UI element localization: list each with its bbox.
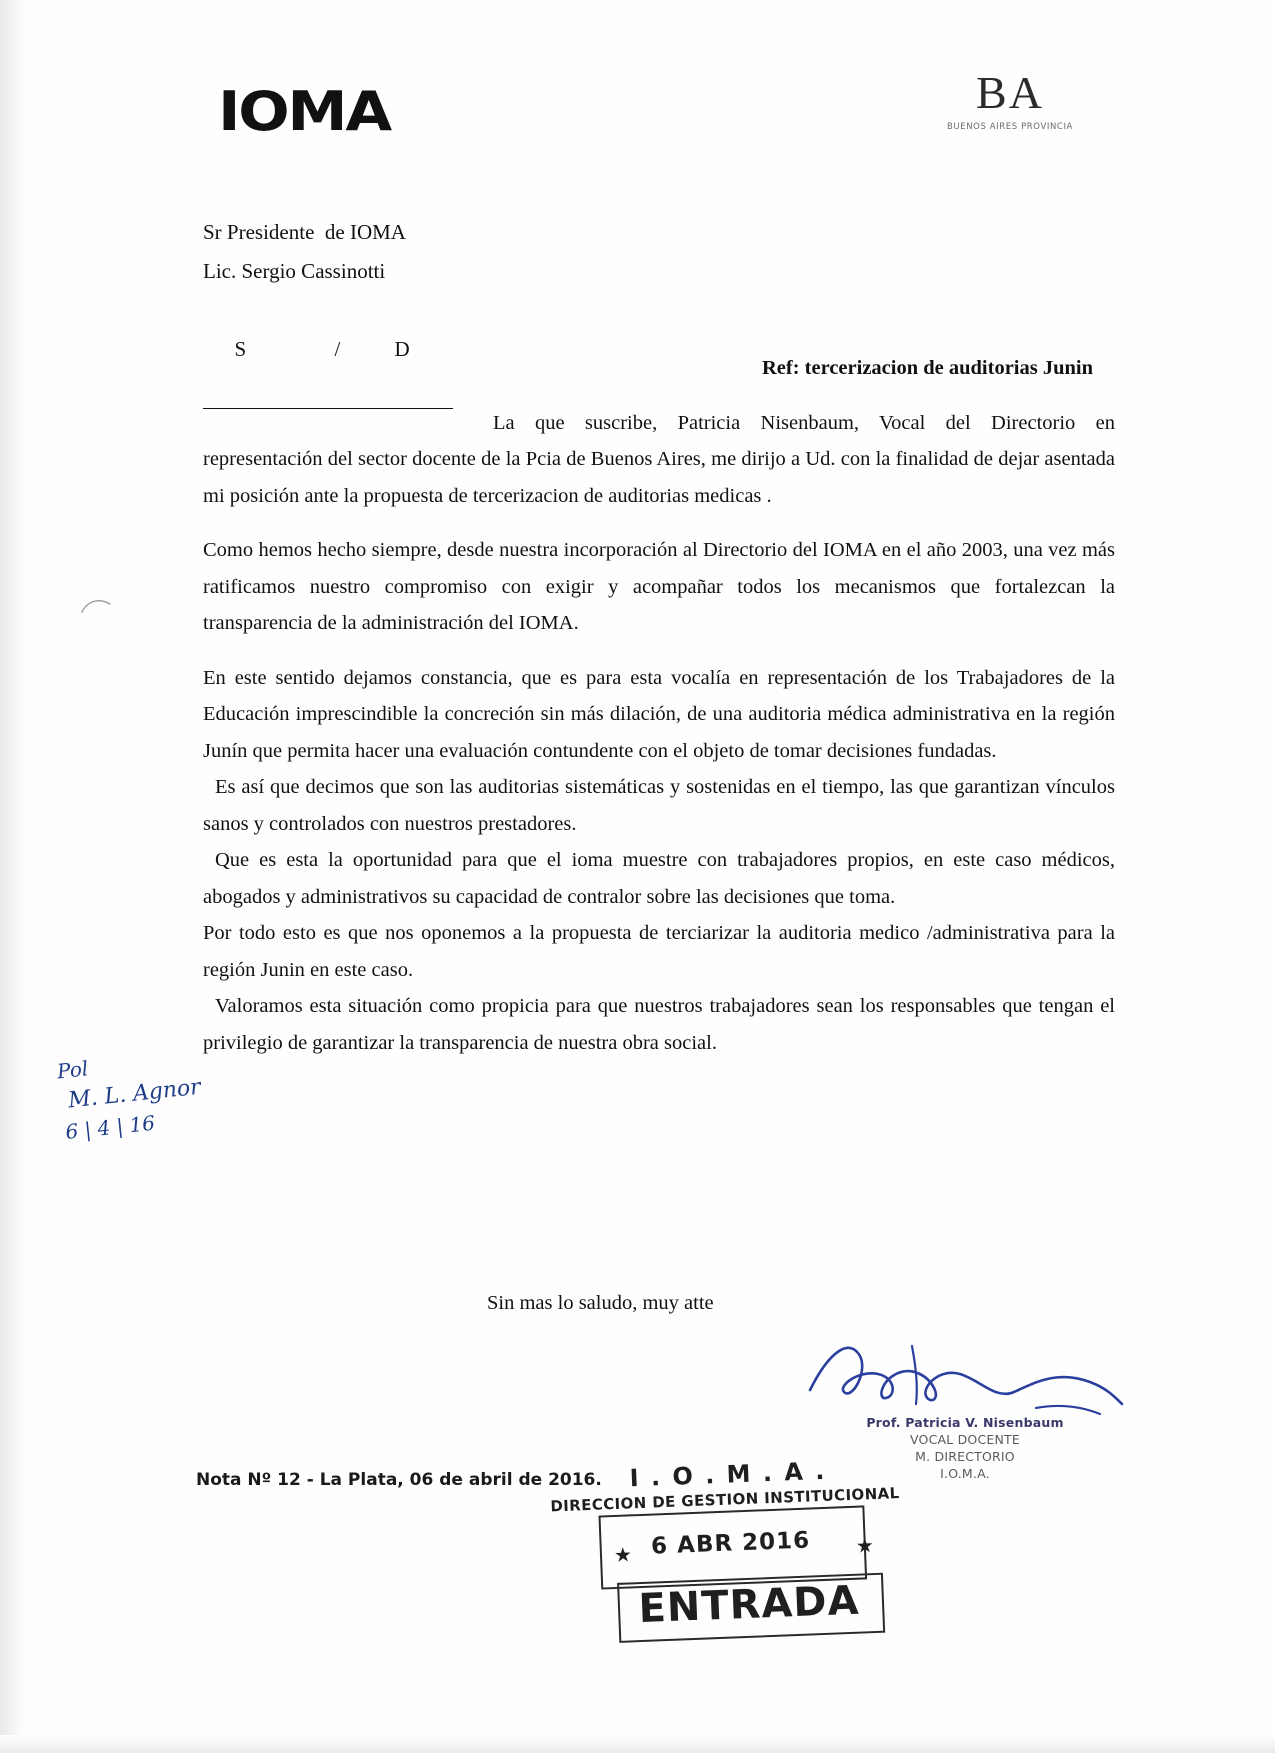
stamp-subtitle: DIRECCION DE GESTION INSTITUCIONAL <box>550 1484 900 1516</box>
paragraph-7: Valoramos esta situación como propicia para que nuestros trabajadores sean los responsables que tengan el privilegio de garantizar la transparencia de nuestra obra social. <box>203 995 1115 1054</box>
signature-block <box>800 1330 1130 1481</box>
stamp-entrada-text: ENTRADA <box>637 1577 861 1633</box>
reference-line: Ref: tercerizacion de auditorias Junin <box>762 357 1093 379</box>
letter-body <box>203 405 1115 1079</box>
stamp-title: I . O . M . A . <box>629 1456 827 1493</box>
ioma-logo: IOMA <box>218 80 390 143</box>
signature-role-2: M. DIRECTORIO <box>915 1448 1015 1464</box>
buenos-aires-logo <box>920 67 1100 132</box>
sd-slash: / <box>334 336 341 361</box>
addressee-block <box>203 213 453 409</box>
margin-note-line-3: 6 | 4 | 16 <box>64 1110 157 1144</box>
sd-d: D <box>394 336 410 361</box>
paragraph-3: En este sentido dejamos constancia, que es para esta vocalía en representación de los Trabajadores de la Educación imprescindible la concreción sin más dilación, de una auditoria médica administrativa en la región Junín que permita hacer una evaluación contundente con el objeto de tomar decisiones fundadas. <box>203 666 1115 762</box>
stamp-star-right-icon: ★ <box>855 1535 875 1558</box>
signature-role-1: VOCAL DOCENTE <box>910 1431 1020 1447</box>
sd-line <box>203 291 453 410</box>
ba-logo-text: BA <box>976 67 1044 118</box>
ba-logo-subtitle: BUENOS AIRES PROVINCIA <box>947 122 1073 132</box>
entry-stamp <box>550 1455 900 1651</box>
paragraph-1: La que suscribe, Patricia Nisenbaum, Vocal del Directorio en representación del sector docente de la Pcia de Buenos Aires, me dirijo a Ud. con la finalidad de dejar asentada mi posición ante la propuesta de tercerizacion de auditorias medicas . <box>203 412 1115 507</box>
margin-note-line-1: Pol <box>55 1056 90 1084</box>
sd-s: S <box>234 336 247 361</box>
handwritten-margin-note <box>56 1043 206 1147</box>
paragraph-6: Por todo esto es que nos oponemos a la propuesta de terciarizar la auditoria medico /administrativa para la región Junin en este caso. <box>203 922 1115 981</box>
note-number-line: Nota Nº 12 - La Plata, 06 de abril de 2016. <box>196 1470 602 1490</box>
salutation: Sin mas lo saludo, muy atte <box>487 1292 714 1314</box>
addressee-line-2: Lic. Sergio Cassinotti <box>203 258 386 283</box>
margin-squiggle-icon <box>80 596 120 616</box>
scan-edge-bottom <box>0 1735 1275 1753</box>
stamp-star-left-icon: ★ <box>613 1544 633 1568</box>
addressee-line-1: Sr Presidente de IOMA <box>203 220 406 244</box>
paragraph-4: Es así que decimos que son las auditorias sistemáticas y sostenidas en el tiempo, las que garantizan vínculos sanos y controlados con nuestros prestadores. <box>203 776 1115 835</box>
stamp-date: 6 ABR 2016 <box>650 1527 811 1560</box>
letterhead <box>0 67 1275 160</box>
margin-note-line-2: M. L. Agnor <box>66 1074 202 1114</box>
signature-role-3: I.O.M.A. <box>940 1465 990 1481</box>
paragraph-5: Que es esta la oportunidad para que el ioma muestre con trabajadores propios, en este caso médicos, abogados y administrativos su capacidad de contralor sobre las decisiones que toma. <box>203 849 1115 908</box>
signature-name: Prof. Patricia V. Nisenbaum <box>866 1415 1064 1430</box>
paragraph-2: Como hemos hecho siempre, desde nuestra incorporación al Directorio del IOMA en el año 2003, una vez más ratificamos nuestro compromiso con exigir y acompañar todos los mecanismos que fortalezcan la transparencia de la administración del IOMA. <box>203 539 1115 635</box>
scan-edge-left <box>0 0 26 1753</box>
